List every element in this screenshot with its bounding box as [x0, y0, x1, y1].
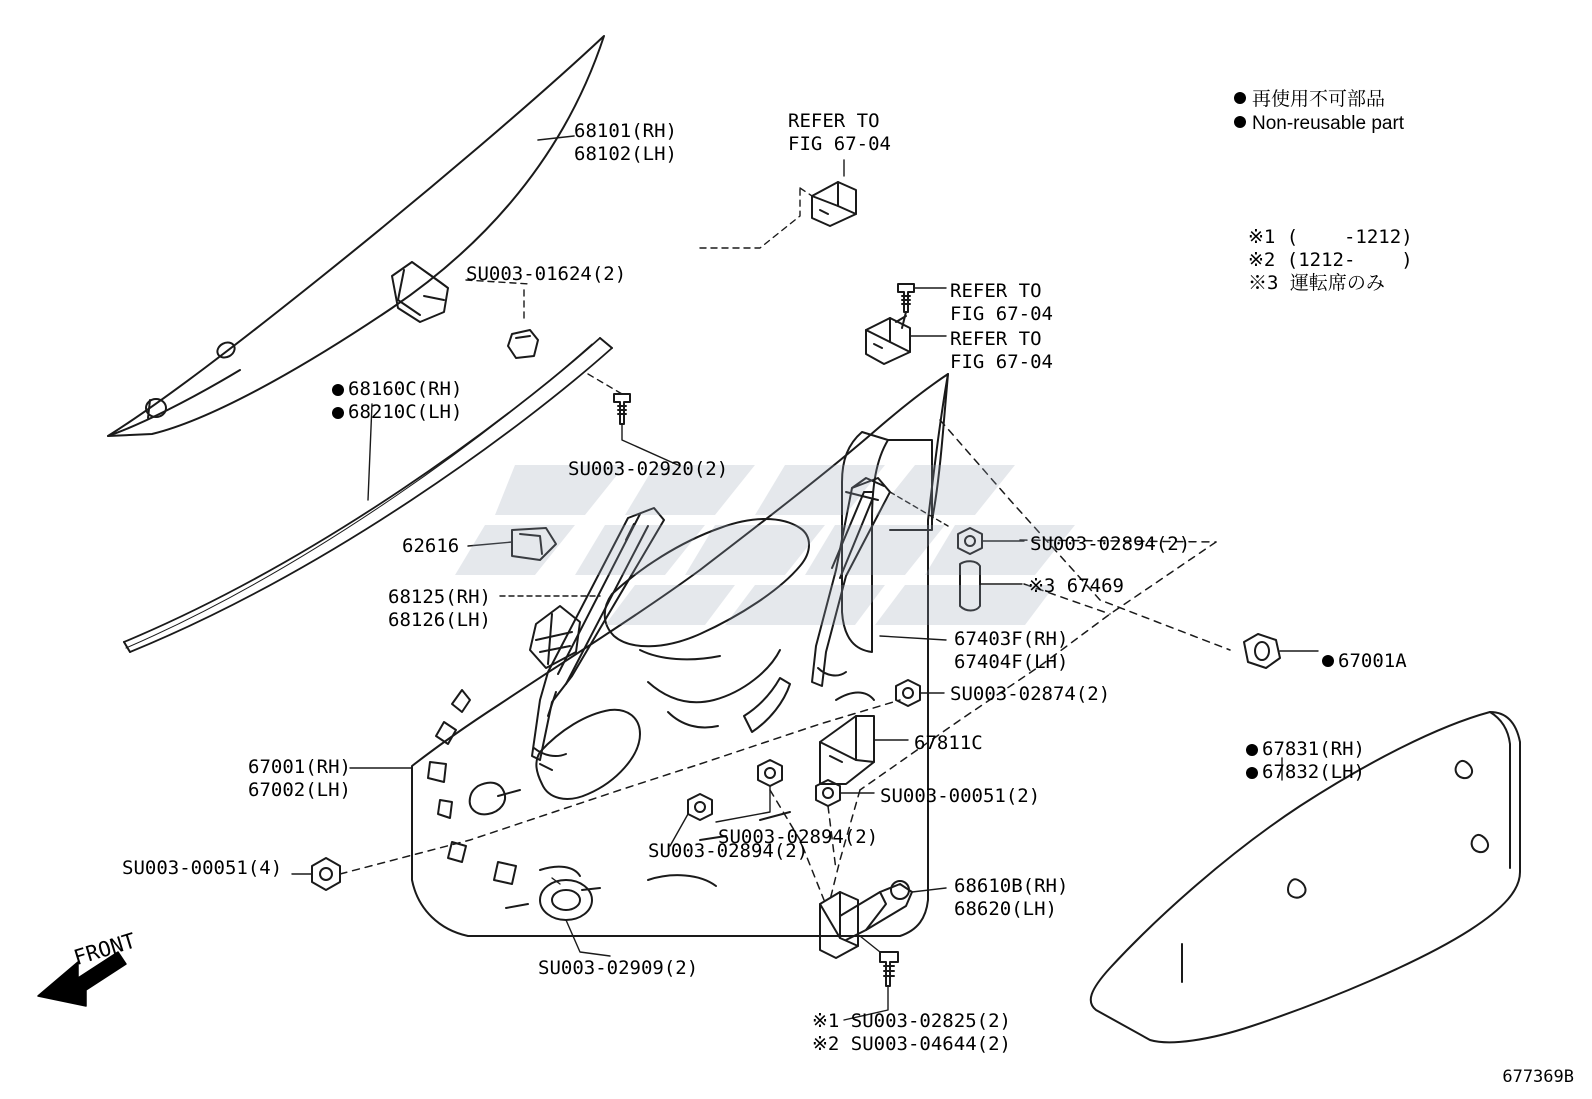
- refer-line2: FIG 67-04: [788, 133, 891, 155]
- part-number: 67832(LH): [1262, 761, 1365, 783]
- part-number: 67831(RH): [1262, 738, 1365, 760]
- part-label-62616: 62616: [402, 535, 460, 557]
- legend-japanese-text: 再使用不可部品: [1252, 89, 1386, 110]
- refer-note-2: [950, 280, 1053, 326]
- non-reusable-dot: [332, 384, 344, 396]
- part-label-68610b: [954, 875, 1068, 921]
- refer-line1: REFER TO: [950, 328, 1042, 350]
- part-label-su003-02894-a: SU003-02894(2): [1030, 533, 1191, 555]
- part-label-67831: [1262, 738, 1365, 784]
- part-number: 68210C(LH): [348, 401, 463, 423]
- part-number: 68610B(RH): [954, 875, 1069, 897]
- part-number: ※1 SU003-02825(2): [812, 1010, 1011, 1032]
- note-2: ※2 (1212- ): [1248, 249, 1413, 271]
- part-label-su003-02920: SU003-02920(2): [568, 458, 729, 480]
- part-label-67001: [248, 756, 351, 802]
- part-number: 68101(RH): [574, 120, 677, 142]
- part-number: 68126(LH): [388, 609, 491, 631]
- part-label-su003-02909: SU003-02909(2): [538, 957, 699, 979]
- part-number: 68620(LH): [954, 898, 1057, 920]
- part-number: 67404F(LH): [954, 651, 1069, 673]
- non-reusable-dot: [1246, 744, 1258, 756]
- part-label-su003-02825: [812, 1010, 1011, 1056]
- figure-code: 677369B: [1502, 1067, 1574, 1087]
- part-number: 67001(RH): [248, 756, 351, 778]
- part-label-su003-02874: SU003-02894(2): [718, 826, 879, 848]
- non-reusable-dot: [1322, 655, 1334, 667]
- part-number: 68125(RH): [388, 586, 491, 608]
- refer-line2: FIG 67-04: [950, 351, 1053, 373]
- refer-line1: REFER TO: [788, 110, 880, 132]
- legend: [1234, 88, 1404, 136]
- refer-note-1: [788, 110, 891, 156]
- part-number: 68102(LH): [574, 143, 677, 165]
- refer-note-3: [950, 328, 1053, 374]
- non-reusable-dot: [332, 407, 344, 419]
- front-direction-label: FRONT: [70, 928, 139, 970]
- part-label-68160c: [348, 378, 462, 424]
- note-1: ※1 ( -1212): [1248, 226, 1413, 248]
- part-label-68101: [574, 120, 677, 166]
- part-label-68125: [388, 586, 491, 632]
- part-label-67469: ※3 67469: [1028, 575, 1124, 597]
- legend-english-row: [1234, 112, 1404, 136]
- non-reusable-dot: [1234, 116, 1246, 128]
- legend-english-text: Non-reusable part: [1252, 113, 1405, 134]
- refer-line1: REFER TO: [950, 280, 1042, 302]
- part-label-su003-02894-c: SU003-02894(2): [648, 840, 809, 862]
- non-reusable-dot: [1234, 92, 1246, 104]
- non-reusable-dot: [1246, 767, 1258, 779]
- part-label-su003-02894-b: SU003-02874(2): [950, 683, 1111, 705]
- refer-line2: FIG 67-04: [950, 303, 1053, 325]
- part-number: 68160C(RH): [348, 378, 463, 400]
- part-label-su003-00051-2: SU003-00051(2): [880, 785, 1041, 807]
- part-label-67811c: 67811C: [914, 732, 983, 754]
- part-number: ※2 SU003-04644(2): [812, 1033, 1011, 1055]
- legend-japanese-row: [1234, 88, 1404, 112]
- part-number: 67403F(RH): [954, 628, 1069, 650]
- note-3: ※3 運転席のみ: [1248, 272, 1385, 294]
- part-number: 67002(LH): [248, 779, 351, 801]
- part-label-su003-00051-4: SU003-00051(4): [122, 857, 283, 879]
- part-label-67403f: [954, 628, 1068, 674]
- part-label-su003-01624: SU003-01624(2): [466, 263, 627, 285]
- notes-block: [1248, 226, 1413, 295]
- part-label-67001a: 67001A: [1338, 650, 1407, 672]
